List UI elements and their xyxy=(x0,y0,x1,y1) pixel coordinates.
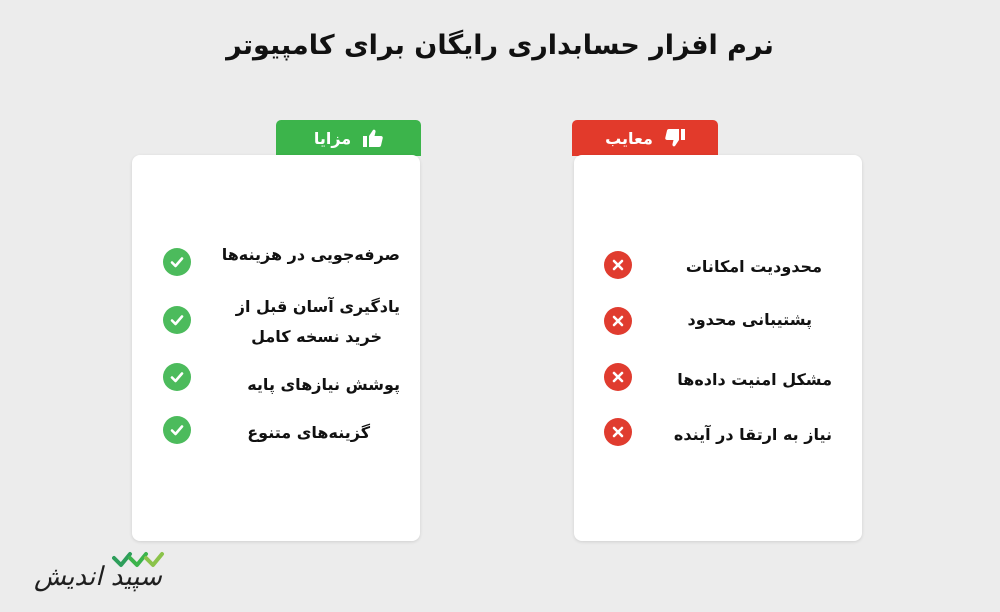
close-icon xyxy=(604,363,632,391)
cons-item xyxy=(674,420,832,450)
cons-item-text: مشکل امنیت داده‌ها xyxy=(677,370,832,389)
thumbs-down-icon xyxy=(665,129,685,147)
check-icon xyxy=(163,248,191,276)
cons-tab xyxy=(572,120,718,156)
cons-item-text: پشتیبانی محدود xyxy=(687,310,812,329)
pros-tab xyxy=(276,120,421,156)
close-icon xyxy=(604,307,632,335)
cons-card xyxy=(574,155,862,541)
close-icon xyxy=(604,251,632,279)
cons-tab-label: معایب xyxy=(605,128,653,148)
pros-item-text: یادگیری آسان قبل از xyxy=(235,297,400,316)
pros-item xyxy=(222,240,400,270)
page-title: نرم افزار حسابداری رایگان برای کامپیوتر xyxy=(226,30,774,61)
pros-item-text: صرفه‌جویی در هزینه‌ها xyxy=(221,245,400,264)
thumbs-up-icon xyxy=(363,129,383,147)
pros-item xyxy=(247,370,400,400)
cons-item-text: محدودیت امکانات xyxy=(685,257,822,276)
pros-item-continued xyxy=(251,322,382,352)
pros-item-text: پوشش نیازهای پایه xyxy=(247,375,400,394)
pros-item-text: خرید نسخه کامل xyxy=(251,327,382,346)
check-icon xyxy=(163,363,191,391)
check-icon xyxy=(163,416,191,444)
logo-text: سپید اندیش xyxy=(34,562,162,592)
close-icon xyxy=(604,418,632,446)
pros-item-text: گزینه‌های متنوع xyxy=(247,423,370,442)
cons-item-text: نیاز به ارتقا در آینده xyxy=(673,425,832,444)
pros-item xyxy=(247,418,370,448)
cons-item xyxy=(686,252,822,282)
cons-item xyxy=(688,305,813,335)
pros-item xyxy=(236,292,400,322)
pros-tab-label: مزایا xyxy=(313,128,352,148)
check-icon xyxy=(163,306,191,334)
cons-item xyxy=(677,365,832,395)
brand-logo xyxy=(16,546,166,602)
